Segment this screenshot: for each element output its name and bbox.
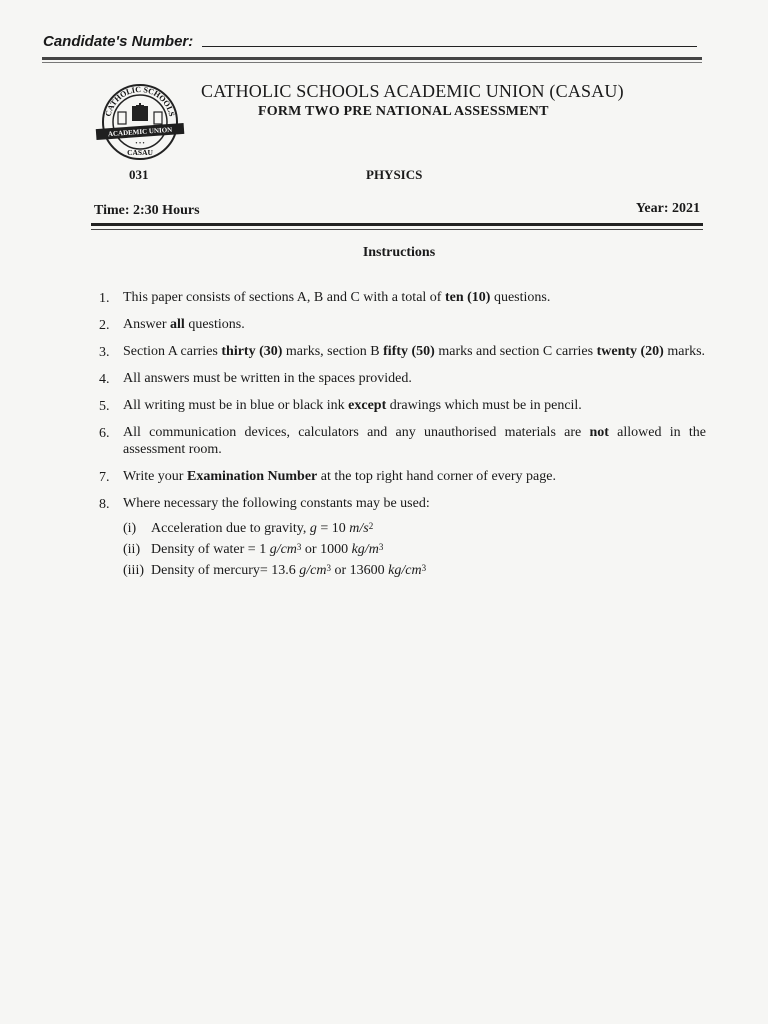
instructions-list [96, 289, 706, 587]
item-bold-text: Examination Number [186, 469, 318, 484]
instruction-item [96, 289, 706, 306]
item-text: marks. [663, 344, 706, 359]
item-text: marks and section C carries [434, 344, 597, 359]
instruction-item [96, 424, 706, 458]
instruction-item [96, 370, 706, 387]
top-rule-thin [42, 62, 702, 63]
constants-list [123, 518, 706, 581]
item-text: questions. [490, 290, 551, 305]
organization-title: CATHOLIC SCHOOLS ACADEMIC UNION (CASAU) [201, 81, 624, 101]
constant-item [123, 518, 706, 539]
constant-unit: kg/cm [388, 563, 422, 578]
constant-exponent: 3 [326, 563, 331, 573]
candidate-number-line [202, 46, 697, 47]
seal-bottom-text: CASAU [127, 148, 153, 157]
item-text: All answers must be written in the spaces provided. [123, 371, 412, 386]
constant-text: = 10 [316, 521, 350, 536]
item-bold-text: thirty (30) [221, 344, 283, 359]
constant-number: (iii) [123, 563, 144, 578]
item-text: Where necessary the following constants may be used: [123, 496, 430, 511]
item-text: allowed in the assessment room. [123, 425, 706, 457]
constant-variable: g [309, 521, 317, 536]
item-text: This paper consists of sections A, B and C with a total of [123, 290, 445, 305]
exam-year: Year: 2021 [635, 201, 700, 216]
item-bold-text: ten (10) [444, 290, 491, 305]
item-number: 3. [99, 345, 110, 360]
item-text: questions. [184, 317, 245, 332]
item-bold-text: not [589, 425, 609, 440]
constant-text: Acceleration due to gravity, [151, 521, 310, 536]
item-number: 7. [99, 470, 110, 485]
constant-item [123, 560, 706, 581]
item-number: 5. [99, 399, 110, 414]
subject-title: PHYSICS [366, 167, 423, 182]
constant-number: (i) [123, 521, 137, 536]
instruction-item [96, 316, 706, 333]
item-number: 8. [99, 497, 110, 512]
item-text: drawings which must be in pencil. [386, 398, 582, 413]
item-text: marks, section B [282, 344, 384, 359]
item-text: at the top right hand corner of every page. [317, 469, 556, 484]
item-text: Answer [123, 317, 171, 332]
constant-text: Density of water = 1 [151, 542, 270, 557]
item-number: 2. [99, 318, 110, 333]
constant-exponent: 2 [368, 521, 374, 531]
item-text: All communication devices, calculators and any unauthorised materials are [123, 425, 590, 440]
header-rule-thin [91, 229, 703, 230]
seal-band-text: ACADEMIC UNION [107, 125, 173, 139]
constant-text: or 1000 [301, 542, 352, 557]
constant-exponent: 3 [296, 542, 302, 552]
paper-code: 031 [129, 167, 149, 182]
instruction-item [96, 468, 706, 485]
item-number: 1. [99, 291, 110, 306]
casau-seal-logo [92, 82, 188, 162]
constant-unit: g/cm [299, 563, 327, 578]
item-bold-text: twenty (20) [596, 344, 664, 359]
item-text: Write your [123, 469, 187, 484]
top-rule-thick [42, 57, 702, 60]
constant-item [123, 539, 706, 560]
constant-unit: m/s [349, 521, 369, 536]
instruction-item [96, 397, 706, 414]
constant-text: Density of mercury= 13.6 [151, 563, 300, 578]
constant-number: (ii) [123, 542, 141, 557]
exam-duration: Time: 2:30 Hours [94, 203, 200, 218]
constant-unit: kg/m [351, 542, 379, 557]
constant-exponent: 3 [378, 542, 384, 552]
svg-text:• • •: • • • [135, 141, 145, 147]
item-text: All writing must be in blue or black ink [123, 398, 349, 413]
header-rule-thick [91, 223, 703, 226]
constant-text: or 13600 [330, 563, 389, 578]
instructions-heading: Instructions [362, 245, 436, 260]
candidate-number-label: Candidate's Number: [43, 33, 194, 50]
item-bold-text: except [348, 398, 387, 413]
seal-top-text: CATHOLIC SCHOOLS [103, 84, 177, 118]
instruction-item [96, 495, 706, 581]
item-number: 6. [99, 426, 110, 441]
item-bold-text: all [170, 317, 185, 332]
constant-unit: g/cm [269, 542, 297, 557]
item-bold-text: fifty (50) [383, 344, 435, 359]
assessment-title: FORM TWO PRE NATIONAL ASSESSMENT [258, 104, 549, 119]
item-number: 4. [99, 372, 110, 387]
item-text: Section A carries [123, 344, 222, 359]
constant-exponent: 3 [421, 563, 427, 573]
instruction-item [96, 343, 706, 360]
